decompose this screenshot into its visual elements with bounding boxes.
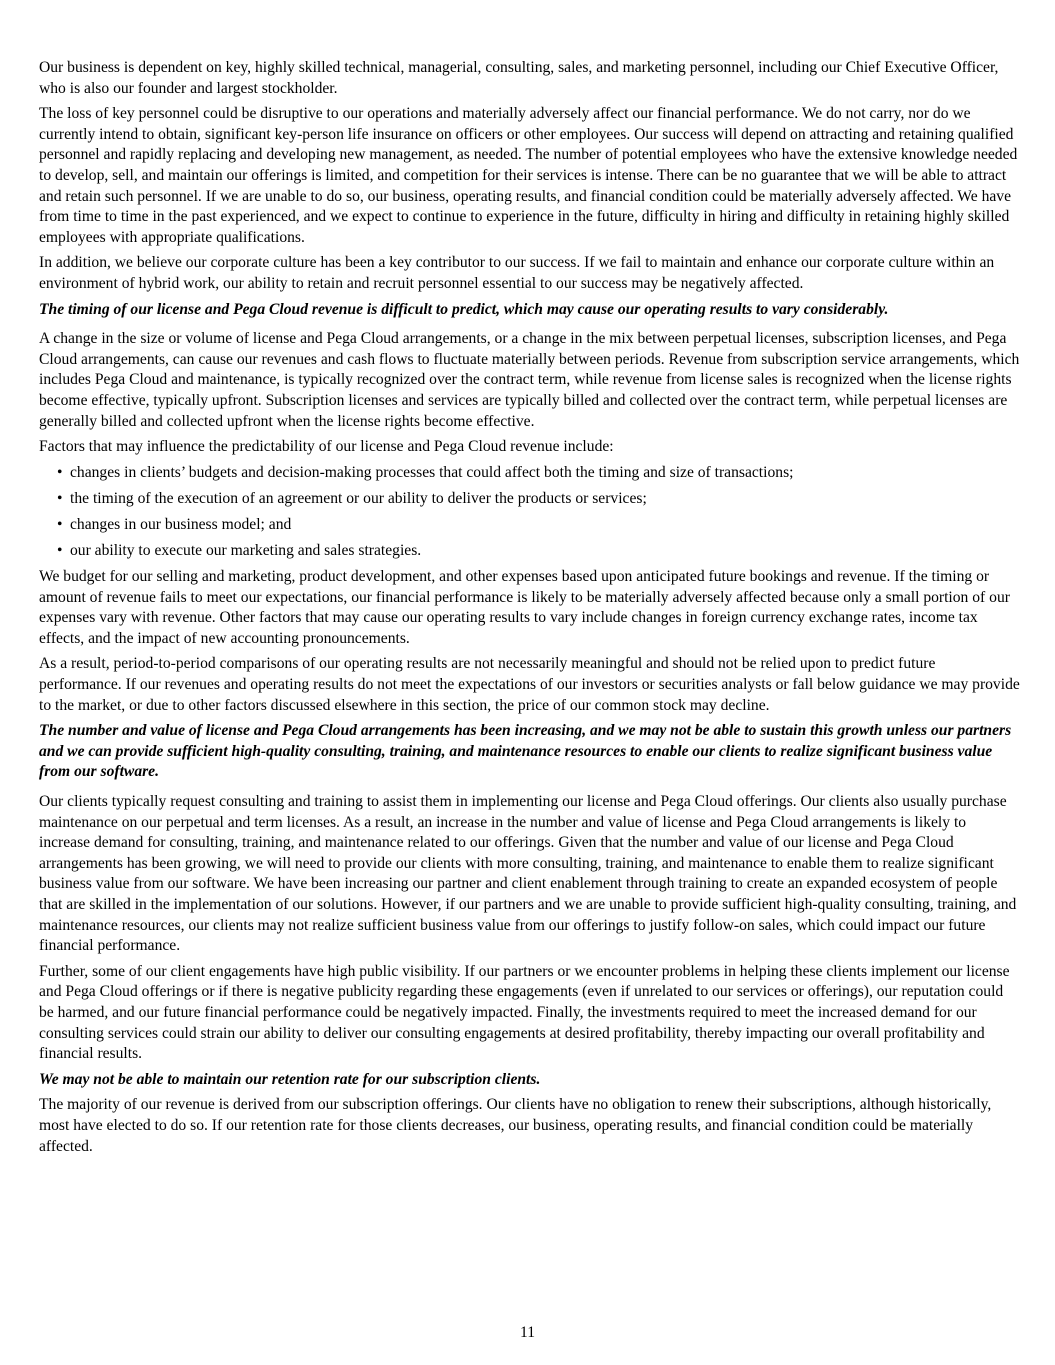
- list-item-text: the timing of the execution of an agreement or our ability to deliver the products or services;: [70, 489, 647, 507]
- list-item-text: changes in our business model; and: [70, 515, 292, 533]
- page-number: 11: [519, 1324, 535, 1341]
- list-item: [39, 489, 1021, 510]
- heading-retention-rate: We may not be able to maintain our retention rate for our subscription clients.: [39, 1070, 541, 1088]
- bullet-icon: •: [57, 463, 63, 481]
- bullet-icon: •: [57, 489, 63, 507]
- heading-arrangement-growth: The number and value of license and Pega Cloud arrangements has been increasing, and we may not be able to sustain this growth unless our partners and we can provide sufficient high-quality consulting, training, and maintenance resources to enable our clients to realize significant business value from our software.: [39, 722, 1012, 781]
- list-item: [39, 515, 1021, 536]
- paragraph-factors-intro: Factors that may influence the predictability of our license and Pega Cloud revenue include:: [39, 438, 614, 456]
- paragraph-corporate-culture: In addition, we believe our corporate culture has been a key contributor to our success. If we fail to maintain and enhance our corporate culture within an environment of hybrid work, our ability to retain and recruit personnel essential to our success may be negatively affected.: [39, 254, 995, 292]
- heading-revenue-timing: The timing of our license and Pega Cloud revenue is difficult to predict, which may cause our operating results to vary considerably.: [39, 300, 889, 318]
- list-item-text: changes in clients’ budgets and decision-making processes that could affect both the timing and size of transactions;: [70, 463, 794, 481]
- paragraph-budget: We budget for our selling and marketing, product development, and other expenses based upon anticipated future bookings and revenue. If the timing or amount of revenue fails to meet our expectations, our financial performance is likely to be materially adversely affected because only a small portion of our expenses vary with revenue. Other factors that may cause our operating results to vary include changes in foreign currency exchange rates, income tax effects, and the impact of new accounting pronouncements.: [39, 568, 1010, 647]
- paragraph-key-personnel: Our business is dependent on key, highly skilled technical, managerial, consulting, sales, and marketing personnel, including our Chief Executive Officer, who is also our founder and largest stockholder.: [39, 59, 999, 97]
- factors-list: [39, 463, 1021, 562]
- list-item: [39, 541, 1021, 562]
- document-page: [39, 58, 1021, 1162]
- list-item: [39, 463, 1021, 484]
- bullet-icon: •: [57, 541, 63, 559]
- list-item-text: our ability to execute our marketing and sales strategies.: [70, 541, 422, 559]
- paragraph-consulting-demand: Our clients typically request consulting and training to assist them in implementing our license and Pega Cloud offerings. Our clients also usually purchase maintenance on our perpetual and term licenses. As a result, an increase in the number and value of license and Pega Cloud arrangements is likely to increase demand for consulting, training, and maintenance related to our offerings. Given that the number and value of our license and Pega Cloud arrangements has been growing, we will need to provide our clients with more consulting, training, and maintenance to enable them to realize significant business value from our software. We have been increasing our partner and client enablement through training to create an expanded ecosystem of people that are skilled in the implementation of our solutions. However, if our partners and we are unable to provide sufficient high-quality consulting, training, and maintenance resources, our clients may not realize sufficient business value from our offerings to justify follow-on sales, which could impact our future financial performance.: [39, 793, 1017, 955]
- paragraph-public-visibility: Further, some of our client engagements have high public visibility. If our partners or we encounter problems in helping these clients implement our license and Pega Cloud offerings or if there is negative publicity regarding these engagements (even if unrelated to our services or offerings), our reputation could be harmed, and our future financial performance could be negatively impacted. Finally, the investments required to meet the increased demand for our consulting services could strain our ability to deliver our consulting engagements at desired profitability, thereby impacting our overall profitability and financial results.: [39, 962, 1010, 1063]
- paragraph-subscription-retention: The majority of our revenue is derived from our subscription offerings. Our clients have no obligation to renew their subscriptions, although historically, most have elected to do so. If our retention rate for those clients decreases, our business, operating results, and financial condition could be materially affected.: [39, 1096, 992, 1155]
- paragraph-period-comparisons: As a result, period-to-period comparisons of our operating results are not necessarily meaningful and should not be relied upon to predict future performance. If our revenues and operating results do not meet the expectations of our investors or securities analysts or fall below guidance we may provide to the market, or due to other factors discussed elsewhere in this section, the price of our common stock may decline.: [39, 655, 1020, 714]
- bullet-icon: •: [57, 515, 63, 533]
- paragraph-arrangement-mix: A change in the size or volume of license and Pega Cloud arrangements, or a change in the mix between perpetual licenses, subscription licenses, and Pega Cloud arrangements, can cause our revenues and cash flows to fluctuate materially between periods. Revenue from subscription service arrangements, which includes Pega Cloud and maintenance, is typically recognized over the contract term, while revenue from license sales is recognized when the license rights become effective, typically upfront. Subscription licenses and services are typically billed and collected over the contract term, while perpetual licenses are generally billed and collected upfront when the license rights become effective.: [39, 330, 1020, 430]
- paragraph-loss-of-personnel: The loss of key personnel could be disruptive to our operations and materially adversely affect our financial performance. We do not carry, nor do we currently intend to obtain, significant key-person life insurance on officers or other employees. Our success will depend on attracting and retaining qualified personnel and rapidly replacing and developing new management, as needed. The number of potential employees who have the extensive knowledge needed to develop, sell, and maintain our offerings is limited, and competition for their services is intense. There can be no guarantee that we will be able to attract and retain such personnel. If we are unable to do so, our business, operating results, and financial condition could be materially adversely affected. We have from time to time in the past experienced, and we expect to continue to experience in the future, difficulty in hiring and difficulty in retaining highly skilled employees with appropriate qualifications.: [39, 105, 1018, 246]
